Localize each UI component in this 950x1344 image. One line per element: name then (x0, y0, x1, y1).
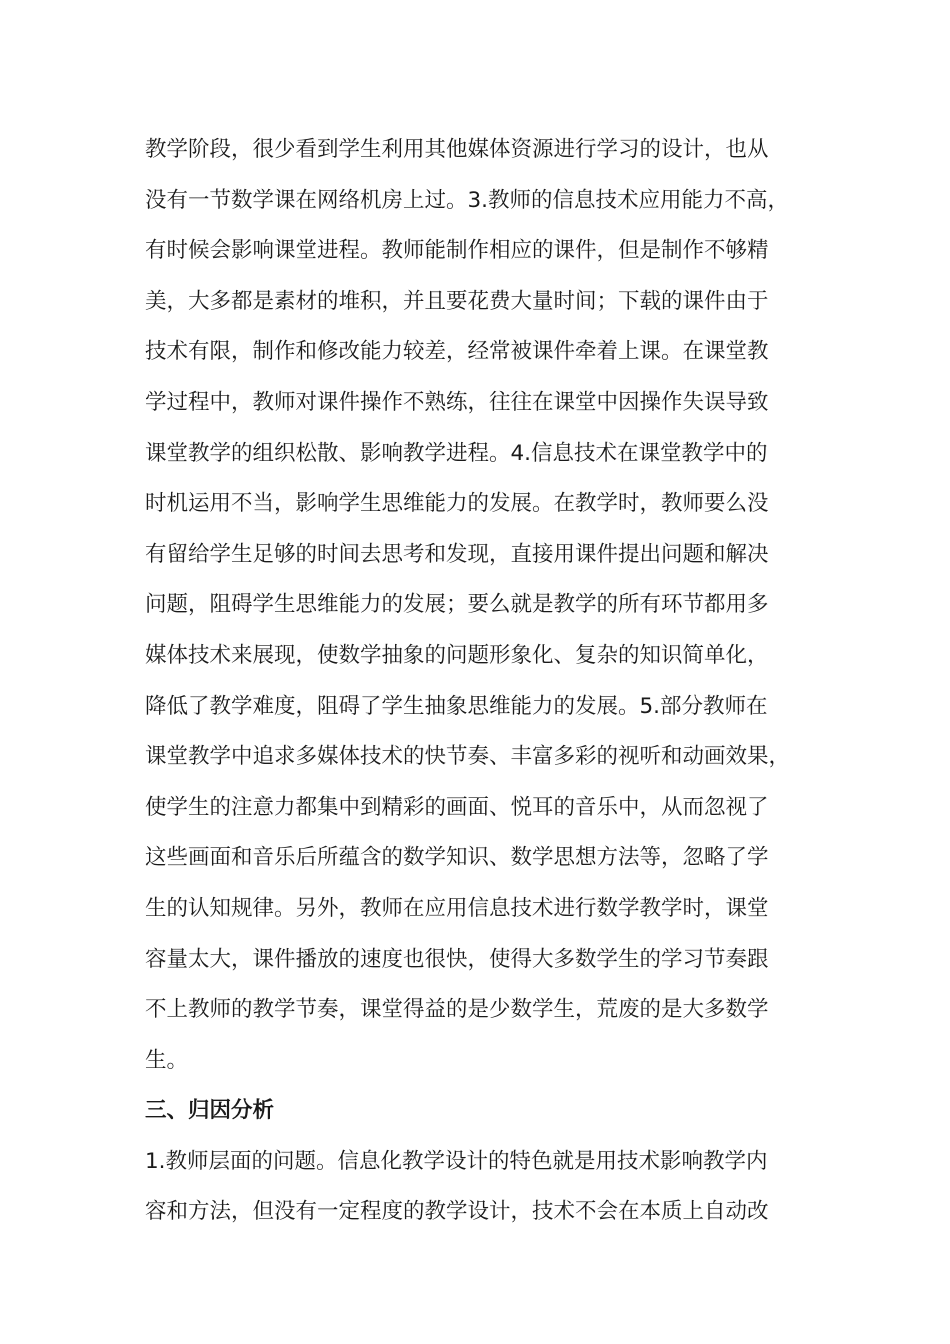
paragraph-line: 容量太大，课件播放的速度也很快，使得大多数学生的学习节奏跟 (145, 946, 769, 972)
paragraph-line: 容和方法，但没有一定程度的教学设计，技术不会在本质上自动改 (145, 1199, 769, 1225)
paragraph-line: 有时候会影响课堂进程。教师能制作相应的课件，但是制作不够精 (145, 238, 769, 264)
paragraph-line: 教学阶段，很少看到学生利用其他媒体资源进行学习的设计，也从 (145, 137, 769, 162)
paragraph-line: 没有一节数学课在网络机房上过。3.教师的信息技术应用能力不高， (145, 187, 790, 213)
paragraph-line: 课堂教学中追求多媒体技术的快节奏、丰富多彩的视听和动画效果， (145, 744, 791, 770)
paragraph-line: 这些画面和音乐后所蕴含的数学知识、数学思想方法等，忽略了学 (145, 845, 769, 871)
paragraph-line: 媒体技术来展现，使数学抽象的问题形象化、复杂的知识简单化， (145, 642, 769, 668)
paragraph-line: 1.教师层面的问题。信息化教学设计的特色就是用技术影响教学内 (145, 1148, 768, 1174)
paragraph-line: 有留给学生足够的时间去思考和发现，直接用课件提出问题和解决 (145, 541, 769, 567)
paragraph-line: 使学生的注意力都集中到精彩的画面、悦耳的音乐中，从而忽视了 (145, 794, 769, 820)
paragraph-line: 问题，阻碍学生思维能力的发展；要么就是教学的所有环节都用多 (145, 592, 769, 618)
paragraph-line: 时机运用不当，影响学生思维能力的发展。在教学时，教师要么没 (145, 491, 769, 517)
paragraph-line: 技术有限，制作和修改能力较差，经常被课件牵着上课。在课堂教 (145, 339, 769, 365)
document-body (145, 125, 810, 1238)
paragraph-line: 课堂教学的组织松散、影响教学进程。4.信息技术在课堂教学中的 (145, 440, 768, 466)
paragraph-line: 美，大多都是素材的堆积，并且要花费大量时间；下载的课件由于 (145, 288, 769, 314)
paragraph-line: 生的认知规律。另外，教师在应用信息技术进行数学教学时，课堂 (145, 895, 769, 921)
section-heading: 三、归因分析 (145, 1098, 275, 1124)
paragraph-line: 学过程中，教师对课件操作不熟练，往往在课堂中因操作失误导致 (145, 389, 769, 415)
paragraph-line: 生。 (145, 1047, 189, 1073)
paragraph-line: 降低了教学难度，阻碍了学生抽象思维能力的发展。5.部分教师在 (145, 693, 768, 719)
paragraph-line: 不上教师的教学节奏，课堂得益的是少数学生，荒废的是大多数学 (145, 997, 769, 1023)
